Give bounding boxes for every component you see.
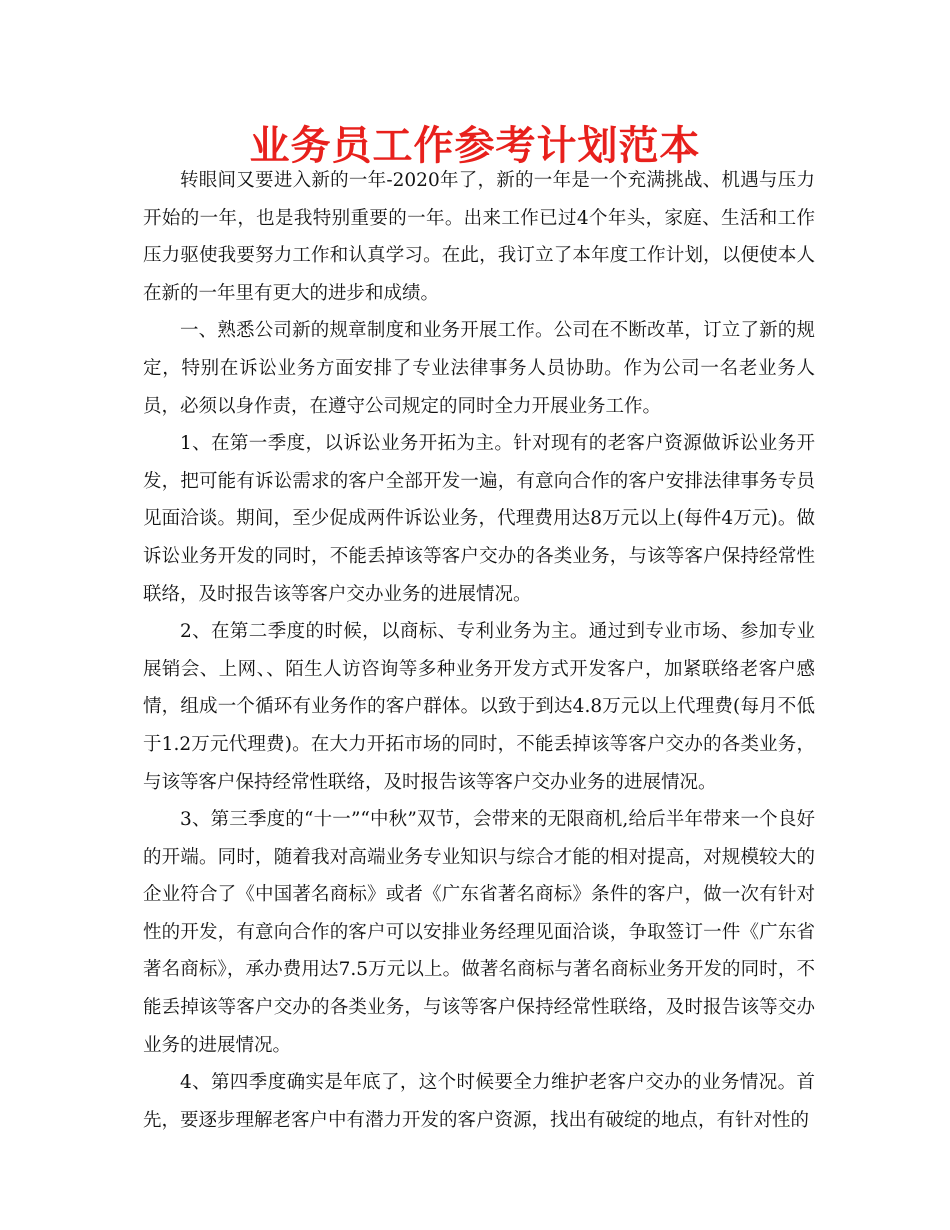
- document-body: [143, 162, 815, 1139]
- paragraph-q2: 2、在第二季度的时候，以商标、专利业务为主。通过到专业市场、参加专业展销会、上网、、陌生人访咨询等多种业务开发方式开发客户，加紧联络老客户感情，组成一个循环有业务作的客户群体。以致于到达4.8万元以上代理费(每月不低于1.2万元代理费)。在大力开拓市场的同时，不能丢掉该等客户交办的各类业务，与该等客户保持经常性联络，及时报告该等客户交办业务的进展情况。: [143, 621, 815, 793]
- paragraph-q4: 4、第四季度确实是年底了，这个时候要全力维护老客户交办的业务情况。首先，要逐步理解老客户中有潜力开发的客户资源，找出有破绽的地点，有针对性的: [143, 1072, 815, 1131]
- document-title: 业务员工作参考计划范本: [249, 123, 701, 169]
- paragraph-q1: 1、在第一季度，以诉讼业务开拓为主。针对现有的老客户资源做诉讼业务开发，把可能有诉讼需求的客户全部开发一遍，有意向合作的客户安排法律事务专员见面洽谈。期间，至少促成两件诉讼业务，代理费用达8万元以上(每件4万元)。做诉讼业务开发的同时，不能丢掉该等客户交办的各类业务，与该等客户保持经常性联络，及时报告该等客户交办业务的进展情况。: [143, 433, 815, 605]
- paragraph-q3: 3、第三季度的“十一”“中秋”双节，会带来的无限商机,给后半年带来一个良好的开端。同时，随着我对高端业务专业知识与综合才能的相对提高，对规模较大的企业符合了《中国著名商标》或者《广东省著名商标》条件的客户，做一次有针对性的开发，有意向合作的客户可以安排业务经理见面洽谈，争取签订一件《广东省著名商标》，承办费用达7.5万元以上。做著名商标与著名商标业务开发的同时，不能丢掉该等客户交办的各类业务，与该等客户保持经常性联络，及时报告该等交办业务的进展情况。: [143, 809, 815, 1056]
- paragraph-section-one: 一、熟悉公司新的规章制度和业务开展工作。公司在不断改革，订立了新的规定，特别在诉讼业务方面安排了专业法律事务人员协助。作为公司一名老业务人员，必须以身作责，在遵守公司规定的同时全力开展业务工作。: [143, 320, 815, 417]
- paragraph-intro: 转眼间又要进入新的一年-2020年了，新的一年是一个充满挑战、机遇与压力开始的一年，也是我特别重要的一年。出来工作已过4个年头，家庭、生活和工作压力驱使我要努力工作和认真学习。在此，我订立了本年度工作计划，以便使本人在新的一年里有更大的进步和成绩。: [143, 170, 815, 304]
